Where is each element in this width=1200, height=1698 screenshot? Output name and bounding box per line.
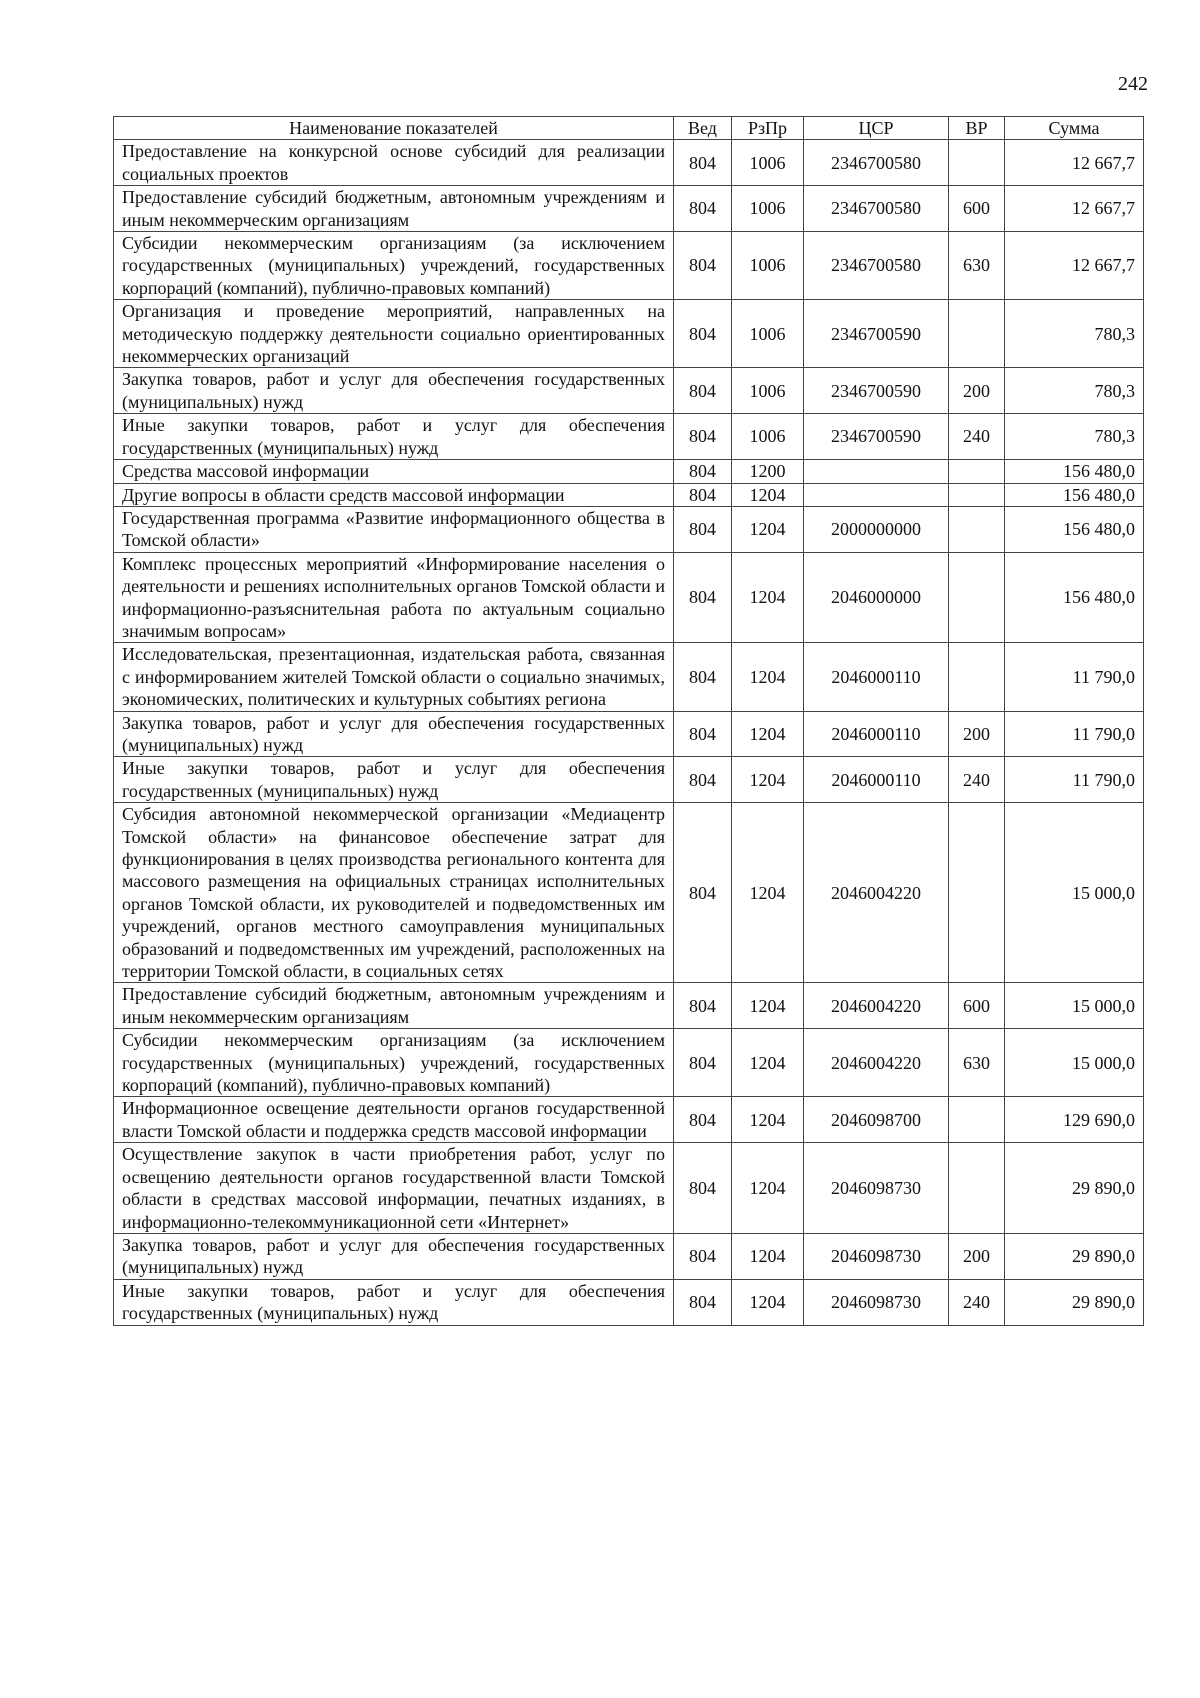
table-row (114, 414, 1144, 460)
row-rzpr: 1204 (732, 483, 804, 506)
row-name: Комплекс процессных мероприятий «Информирование населения о деятельности и решениях исполнительных органов Томской области и информационно-разъяснительная работа по актуальным социально значимым вопросам» (114, 552, 674, 643)
row-ved: 804 (674, 460, 732, 483)
row-vr (949, 643, 1005, 711)
row-vr: 600 (949, 186, 1005, 232)
row-sum: 11 790,0 (1005, 643, 1144, 711)
row-vr: 630 (949, 232, 1005, 300)
row-rzpr: 1204 (732, 757, 804, 803)
row-sum: 12 667,7 (1005, 140, 1144, 186)
table-row (114, 140, 1144, 186)
row-csr: 2046000110 (804, 757, 949, 803)
table-row (114, 803, 1144, 983)
row-name: Иные закупки товаров, работ и услуг для обеспечения государственных (муниципальных) нужд (114, 414, 674, 460)
row-vr: 200 (949, 711, 1005, 757)
header-ved: Вед (674, 117, 732, 140)
table-row (114, 552, 1144, 643)
header-sum: Сумма (1005, 117, 1144, 140)
header-name: Наименование показателей (114, 117, 674, 140)
row-csr: 2046098730 (804, 1279, 949, 1325)
row-rzpr: 1006 (732, 140, 804, 186)
row-name: Субсидия автономной некоммерческой организации «Медиацентр Томской области» на финансовое обеспечение затрат для функционирования в целях производства регионального контента для массового размещения на официальных страницах исполнительных органов Томской области, их руководителей и подведомственных им учреждений, органов местного самоуправления муниципальных образований и подведомственных им учреждений, расположенных на территории Томской области, в социальных сетях (114, 803, 674, 983)
table-row (114, 757, 1144, 803)
row-vr: 630 (949, 1029, 1005, 1097)
row-ved: 804 (674, 186, 732, 232)
row-csr: 2346700590 (804, 300, 949, 368)
row-vr (949, 483, 1005, 506)
row-sum: 780,3 (1005, 414, 1144, 460)
row-csr: 2346700580 (804, 140, 949, 186)
row-csr: 2346700590 (804, 414, 949, 460)
row-csr (804, 460, 949, 483)
row-vr (949, 506, 1005, 552)
row-ved: 804 (674, 983, 732, 1029)
row-rzpr: 1204 (732, 711, 804, 757)
row-sum: 129 690,0 (1005, 1097, 1144, 1143)
row-name: Закупка товаров, работ и услуг для обеспечения государственных (муниципальных) нужд (114, 711, 674, 757)
table-row (114, 1097, 1144, 1143)
row-name: Организация и проведение мероприятий, направленных на методическую поддержку деятельности социально ориентированных некоммерческих организаций (114, 300, 674, 368)
row-name: Закупка товаров, работ и услуг для обеспечения государственных (муниципальных) нужд (114, 1233, 674, 1279)
row-name: Другие вопросы в области средств массовой информации (114, 483, 674, 506)
row-ved: 804 (674, 1279, 732, 1325)
row-rzpr: 1204 (732, 1143, 804, 1234)
row-rzpr: 1204 (732, 803, 804, 983)
row-ved: 804 (674, 643, 732, 711)
row-csr: 2046098730 (804, 1143, 949, 1234)
row-name: Иные закупки товаров, работ и услуг для обеспечения государственных (муниципальных) нужд (114, 1279, 674, 1325)
row-vr (949, 460, 1005, 483)
table-row (114, 1279, 1144, 1325)
row-ved: 804 (674, 300, 732, 368)
row-sum: 156 480,0 (1005, 460, 1144, 483)
row-rzpr: 1200 (732, 460, 804, 483)
row-csr: 2346700580 (804, 186, 949, 232)
row-sum: 156 480,0 (1005, 552, 1144, 643)
row-vr (949, 552, 1005, 643)
row-sum: 15 000,0 (1005, 983, 1144, 1029)
row-rzpr: 1204 (732, 1097, 804, 1143)
row-ved: 804 (674, 368, 732, 414)
row-sum: 15 000,0 (1005, 803, 1144, 983)
table-row (114, 368, 1144, 414)
row-rzpr: 1006 (732, 414, 804, 460)
row-sum: 12 667,7 (1005, 232, 1144, 300)
row-vr: 200 (949, 1233, 1005, 1279)
row-csr (804, 483, 949, 506)
row-sum: 780,3 (1005, 300, 1144, 368)
row-vr: 600 (949, 983, 1005, 1029)
row-rzpr: 1204 (732, 552, 804, 643)
row-sum: 29 890,0 (1005, 1233, 1144, 1279)
header-rzpr: РзПр (732, 117, 804, 140)
row-rzpr: 1204 (732, 1029, 804, 1097)
row-rzpr: 1006 (732, 368, 804, 414)
row-sum: 15 000,0 (1005, 1029, 1144, 1097)
row-csr: 2000000000 (804, 506, 949, 552)
row-sum: 156 480,0 (1005, 483, 1144, 506)
row-sum: 29 890,0 (1005, 1279, 1144, 1325)
row-rzpr: 1204 (732, 1279, 804, 1325)
row-rzpr: 1204 (732, 983, 804, 1029)
row-ved: 804 (674, 1097, 732, 1143)
row-sum: 11 790,0 (1005, 757, 1144, 803)
row-ved: 804 (674, 711, 732, 757)
row-ved: 804 (674, 140, 732, 186)
page-number: 242 (1118, 73, 1148, 95)
row-csr: 2346700590 (804, 368, 949, 414)
row-ved: 804 (674, 506, 732, 552)
row-csr: 2046000000 (804, 552, 949, 643)
row-ved: 804 (674, 1233, 732, 1279)
row-sum: 11 790,0 (1005, 711, 1144, 757)
header-csr: ЦСР (804, 117, 949, 140)
table-row (114, 232, 1144, 300)
row-csr: 2046000110 (804, 643, 949, 711)
row-sum: 29 890,0 (1005, 1143, 1144, 1234)
row-vr: 240 (949, 757, 1005, 803)
header-vr: ВР (949, 117, 1005, 140)
row-ved: 804 (674, 232, 732, 300)
row-vr (949, 1097, 1005, 1143)
table-row (114, 460, 1144, 483)
row-sum: 780,3 (1005, 368, 1144, 414)
row-csr: 2046004220 (804, 803, 949, 983)
row-rzpr: 1204 (732, 643, 804, 711)
table-row (114, 643, 1144, 711)
row-csr: 2346700580 (804, 232, 949, 300)
row-ved: 804 (674, 803, 732, 983)
row-vr: 240 (949, 414, 1005, 460)
table-row (114, 983, 1144, 1029)
row-csr: 2046000110 (804, 711, 949, 757)
row-vr (949, 140, 1005, 186)
row-name: Субсидии некоммерческим организациям (за исключением государственных (муниципальных) учреждений, государственных корпораций (компаний), публично-правовых компаний) (114, 232, 674, 300)
row-name: Осуществление закупок в части приобретения работ, услуг по освещению деятельности органов государственной власти Томской области в средствах массовой информации, печатных изданиях, в информационно-телекоммуникационной сети «Интернет» (114, 1143, 674, 1234)
table-row (114, 186, 1144, 232)
row-rzpr: 1204 (732, 1233, 804, 1279)
table-row (114, 1233, 1144, 1279)
table-row (114, 1029, 1144, 1097)
row-rzpr: 1006 (732, 186, 804, 232)
row-csr: 2046004220 (804, 1029, 949, 1097)
row-csr: 2046098700 (804, 1097, 949, 1143)
table-row (114, 1143, 1144, 1234)
row-name: Средства массовой информации (114, 460, 674, 483)
row-name: Иные закупки товаров, работ и услуг для обеспечения государственных (муниципальных) нужд (114, 757, 674, 803)
row-rzpr: 1204 (732, 506, 804, 552)
table-row (114, 711, 1144, 757)
row-vr (949, 803, 1005, 983)
row-vr: 200 (949, 368, 1005, 414)
table-row (114, 506, 1144, 552)
row-csr: 2046004220 (804, 983, 949, 1029)
row-name: Субсидии некоммерческим организациям (за исключением государственных (муниципальных) учреждений, государственных корпораций (компаний), публично-правовых компаний) (114, 1029, 674, 1097)
row-name: Государственная программа «Развитие информационного общества в Томской области» (114, 506, 674, 552)
row-vr (949, 300, 1005, 368)
row-name: Исследовательская, презентационная, издательская работа, связанная с информированием жителей Томской области о социально значимых, экономических, политических и культурных событиях региона (114, 643, 674, 711)
row-ved: 804 (674, 1029, 732, 1097)
row-csr: 2046098730 (804, 1233, 949, 1279)
table-row (114, 483, 1144, 506)
row-rzpr: 1006 (732, 232, 804, 300)
row-name: Предоставление субсидий бюджетным, автономным учреждениям и иным некоммерческим организациям (114, 186, 674, 232)
row-name: Предоставление на конкурсной основе субсидий для реализации социальных проектов (114, 140, 674, 186)
row-name: Закупка товаров, работ и услуг для обеспечения государственных (муниципальных) нужд (114, 368, 674, 414)
row-ved: 804 (674, 1143, 732, 1234)
row-ved: 804 (674, 483, 732, 506)
table-header-row (114, 117, 1144, 140)
row-sum: 12 667,7 (1005, 186, 1144, 232)
row-name: Информационное освещение деятельности органов государственной власти Томской области и поддержка средств массовой информации (114, 1097, 674, 1143)
row-vr (949, 1143, 1005, 1234)
row-ved: 804 (674, 757, 732, 803)
row-vr: 240 (949, 1279, 1005, 1325)
row-sum: 156 480,0 (1005, 506, 1144, 552)
row-ved: 804 (674, 552, 732, 643)
row-ved: 804 (674, 414, 732, 460)
table-row (114, 300, 1144, 368)
budget-table (113, 116, 1144, 1326)
row-rzpr: 1006 (732, 300, 804, 368)
row-name: Предоставление субсидий бюджетным, автономным учреждениям и иным некоммерческим организациям (114, 983, 674, 1029)
